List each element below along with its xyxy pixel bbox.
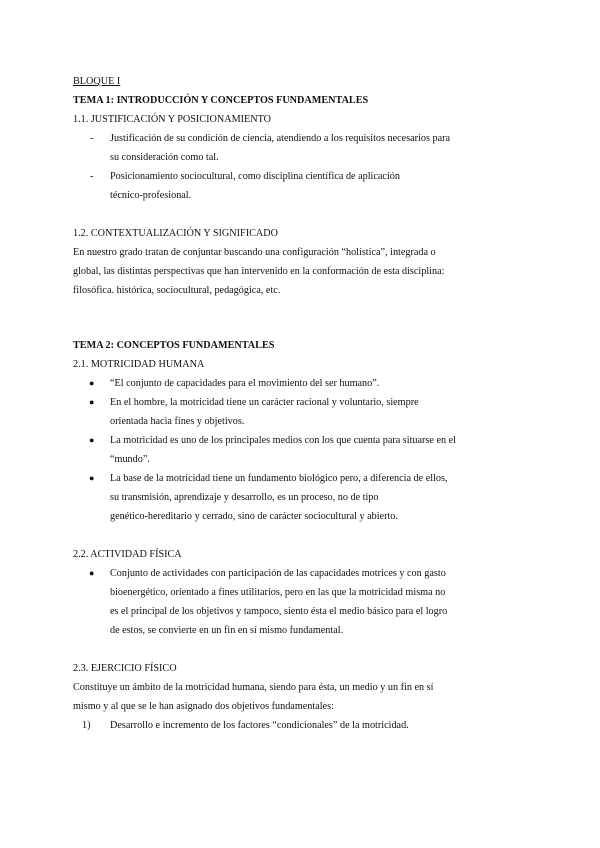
- list-item: [73, 393, 530, 431]
- list-item: [73, 469, 530, 526]
- list-item-line: bioenergético, orientado a fines utilitarios, pero en las que la motricidad misma no: [110, 587, 446, 598]
- list-item-line: es el principal de los objetivos y tampoco, siento ésta el medio básico para el logro: [110, 606, 448, 617]
- section-1-1-list: [73, 129, 530, 205]
- bullet-marker: ●: [89, 378, 95, 388]
- list-item-line: “mundo”.: [110, 454, 150, 465]
- paragraph-line: Constituye un ámbito de la motricidad humana, siendo para ésta, un medio y un fin en sí: [73, 682, 434, 693]
- section-2-1-list: [73, 374, 530, 526]
- list-item-line: La motricidad es uno de los principales medios con los que cuenta para situarse en el: [110, 435, 456, 446]
- list-item-line: genético-hereditario y cerrado, sino de carácter sociocultural y abierto.: [110, 511, 398, 522]
- list-item-line: de estos, se convierte en un fin en sí mismo fundamental.: [110, 625, 344, 636]
- list-item-line: orientada hacia fines y objetivos.: [110, 416, 245, 427]
- section-1-2-paragraph: [73, 243, 530, 300]
- list-item-line: su transmisión, aprendizaje y desarrollo, es un proceso, no de tipo: [110, 492, 379, 503]
- list-item: [73, 167, 530, 205]
- list-item-line: Posicionamiento sociocultural, como disciplina científica de aplicación: [110, 171, 400, 182]
- list-item: [73, 374, 530, 393]
- paragraph-line: filosófica. histórica, sociocultural, pedagógica, etc.: [73, 285, 281, 296]
- tema2-title: TEMA 2: CONCEPTOS FUNDAMENTALES: [73, 340, 275, 351]
- list-item-line: En el hombre, la motricidad tiene un carácter racional y voluntario, siempre: [110, 397, 419, 408]
- section-2-2-heading: 2.2. ACTIVIDAD FÍSICA: [73, 549, 182, 560]
- block-title: BLOQUE I: [73, 76, 121, 87]
- dash-marker: -: [90, 133, 94, 144]
- section-2-3-heading: 2.3. EJERCICIO FÍSICO: [73, 663, 177, 674]
- section-1-2-heading: 1.2. CONTEXTUALIZACIÓN Y SIGNIFICADO: [73, 228, 278, 239]
- section-2-3-list: [73, 716, 530, 735]
- list-item-line: su consideración como tal.: [110, 152, 219, 163]
- section-2-3-paragraph: [73, 678, 530, 716]
- list-item: [73, 431, 530, 469]
- tema1-title: TEMA 1: INTRODUCCIÓN Y CONCEPTOS FUNDAMENTALES: [73, 95, 369, 106]
- paragraph-line: mismo y al que se le han asignado dos objetivos fundamentales:: [73, 701, 334, 712]
- number-marker: 1): [82, 720, 91, 731]
- paragraph-line: global, las distintas perspectivas que han intervenido en la conformación de esta disciplina:: [73, 266, 445, 277]
- list-item-line: Conjunto de actividades con participación de las capacidades motrices y con gasto: [110, 568, 446, 579]
- section-2-2-list: [73, 564, 530, 640]
- list-item-line: Desarrollo e incremento de los factores “condicionales” de la motricidad.: [110, 720, 409, 731]
- bullet-marker: ●: [89, 473, 95, 483]
- list-item-line: Justificación de su condición de ciencia, atendiendo a los requisitos necesarios para: [110, 133, 451, 144]
- list-item: [73, 716, 530, 735]
- list-item-line: La base de la motricidad tiene un fundamento biológico pero, a diferencia de ellos,: [110, 473, 448, 484]
- dash-marker: -: [90, 171, 94, 182]
- list-item-line: “El conjunto de capacidades para el movimiento del ser humano”.: [110, 378, 380, 389]
- bullet-marker: ●: [89, 435, 95, 445]
- list-item-line: técnico-profesional.: [110, 190, 192, 201]
- section-1-1-heading: 1.1. JUSTIFICACIÓN Y POSICIONAMIENTO: [73, 114, 272, 125]
- section-2-1-heading: 2.1. MOTRICIDAD HUMANA: [73, 359, 205, 370]
- bullet-marker: ●: [89, 568, 95, 578]
- bullet-marker: ●: [89, 397, 95, 407]
- paragraph-line: En nuestro grado tratan de conjuntar buscando una configuración “holística”, integrada o: [73, 247, 436, 258]
- list-item: [73, 129, 530, 167]
- list-item: [73, 564, 530, 640]
